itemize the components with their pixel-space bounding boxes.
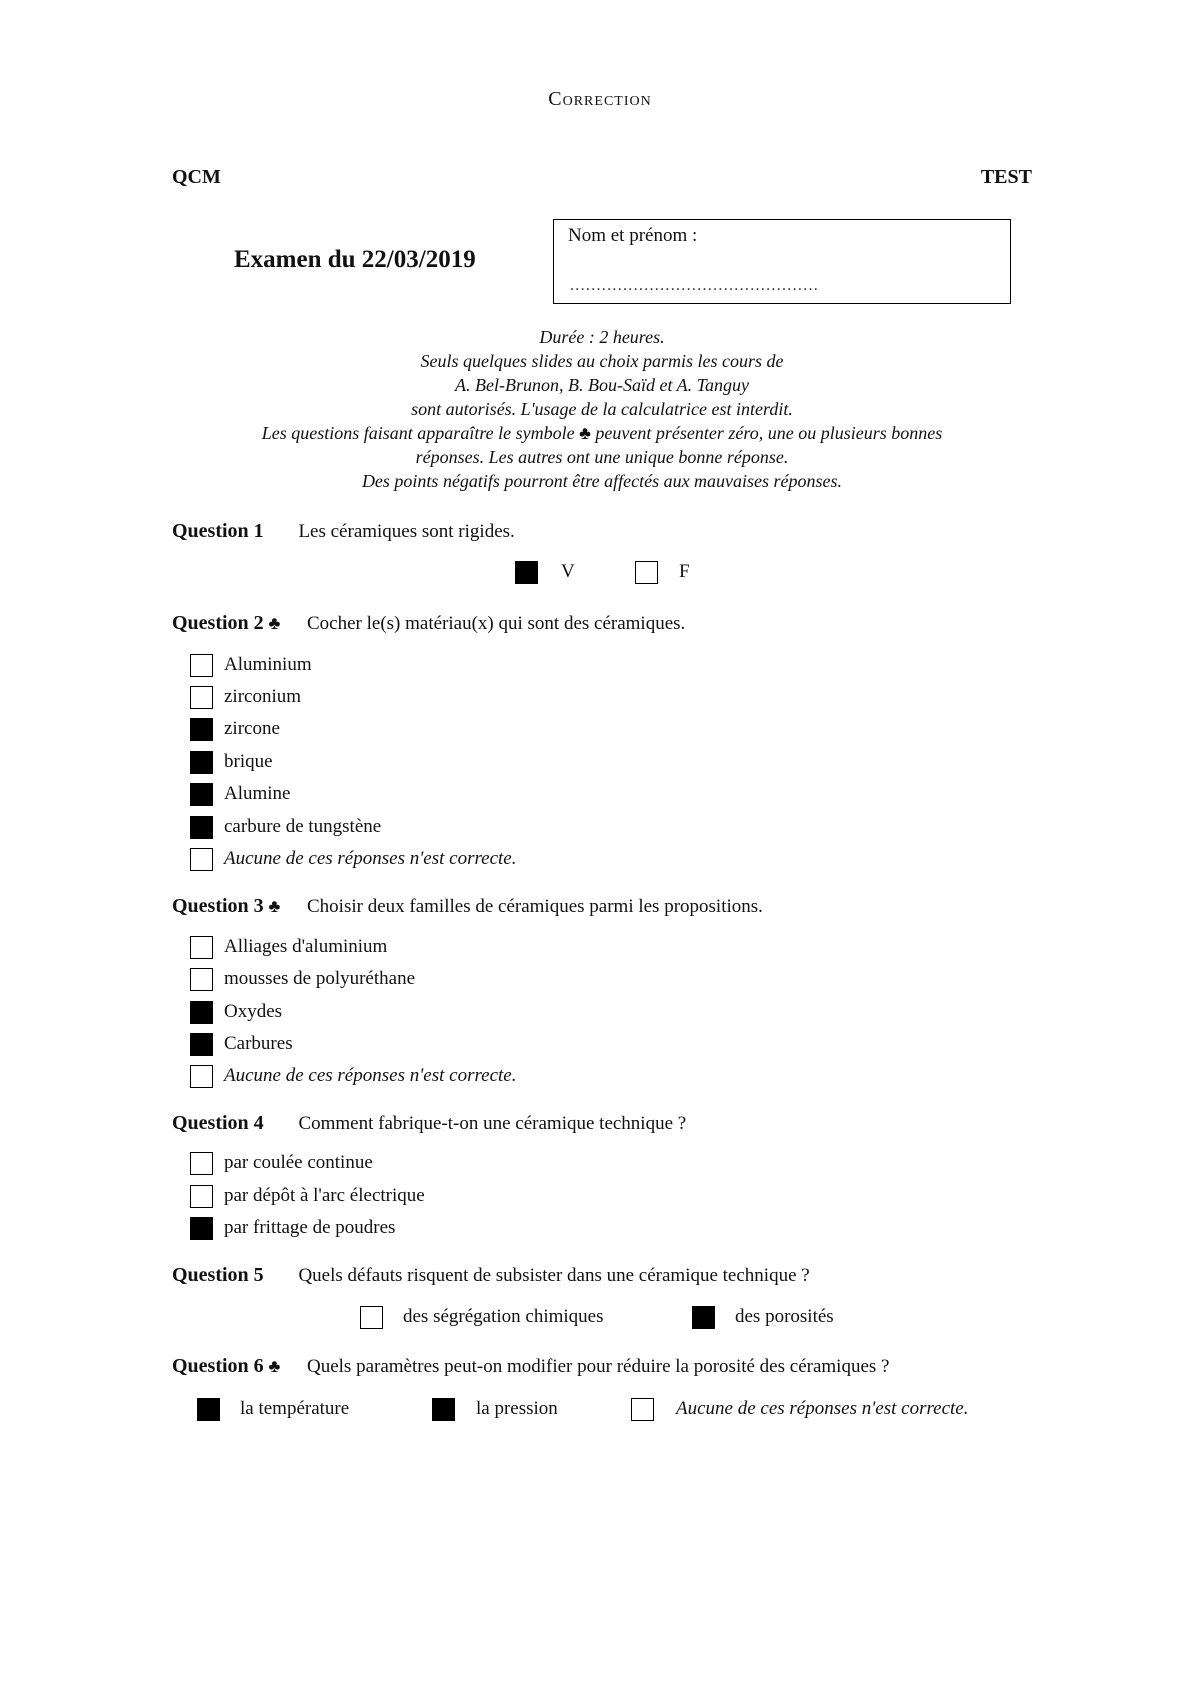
instruction-line: A. Bel-Brunon, B. Bou-Saïd et A. Tanguy (455, 375, 749, 395)
answer-checkbox[interactable] (692, 1306, 715, 1329)
exam-title: Examen du 22/03/2019 (234, 246, 476, 273)
answer-checkbox[interactable] (190, 1152, 213, 1175)
answer-checkbox[interactable] (190, 686, 213, 709)
answer-label: par frittage de poudres (224, 1217, 396, 1238)
question-2-text: Cocher le(s) matériau(x) qui sont des céramiques. (307, 613, 686, 634)
answer-label: la pression (476, 1398, 558, 1419)
answer-label: Oxydes (224, 1001, 283, 1022)
answer-checkbox[interactable] (190, 783, 213, 806)
answer-label: brique (224, 751, 273, 772)
club-symbol: ♣ (268, 896, 281, 916)
answer-label: zircone (224, 718, 280, 739)
question-4-text: Comment fabrique-t-on une céramique technique ? (298, 1113, 687, 1134)
question-6-label: Question 6 (172, 1355, 264, 1377)
question-4-label: Question 4 (172, 1112, 264, 1134)
answer-label: la température (240, 1398, 350, 1419)
instruction-line: réponses. Les autres ont une unique bonne réponse. (415, 447, 789, 467)
answer-label: Aucune de ces réponses n'est correcte. (224, 848, 517, 869)
qcm-label: QCM (172, 166, 221, 188)
answer-checkbox[interactable] (197, 1398, 220, 1421)
answer-checkbox[interactable] (190, 1001, 213, 1024)
answer-label: F (679, 561, 690, 582)
answer-checkbox[interactable] (360, 1306, 383, 1329)
answer-label: Alliages d'aluminium (224, 936, 388, 957)
question-4-header (172, 1112, 686, 1135)
answer-label: Carbures (224, 1033, 293, 1054)
answer-checkbox[interactable] (190, 751, 213, 774)
answer-checkbox[interactable] (515, 561, 538, 584)
question-5-header (172, 1264, 810, 1287)
answer-checkbox[interactable] (631, 1398, 654, 1421)
question-1-label: Question 1 (172, 520, 264, 542)
answer-checkbox[interactable] (190, 1065, 213, 1088)
answer-checkbox[interactable] (190, 936, 213, 959)
question-3-label: Question 3 (172, 895, 264, 917)
answer-checkbox[interactable] (190, 654, 213, 677)
name-box[interactable] (553, 219, 1011, 304)
answer-label: des porosités (735, 1306, 834, 1327)
test-label: TEST (980, 166, 1032, 188)
instruction-line: Les questions faisant apparaître le symbole ♣ peuvent présenter zéro, une ou plusieurs bonnes (261, 423, 943, 443)
answer-label: V (561, 561, 575, 582)
question-3-text: Choisir deux familles de céramiques parmi les propositions. (307, 896, 763, 917)
instruction-line: Seuls quelques slides au choix parmis les cours de (420, 351, 784, 371)
answer-label: par coulée continue (224, 1152, 373, 1173)
question-3-header (172, 895, 763, 918)
answer-checkbox[interactable] (635, 561, 658, 584)
answer-checkbox[interactable] (432, 1398, 455, 1421)
question-1-header (172, 520, 515, 543)
answer-label: zirconium (224, 686, 302, 707)
instructions (172, 325, 1032, 493)
question-2-header (172, 612, 685, 635)
instruction-line: sont autorisés. L'usage de la calculatrice est interdit. (411, 399, 793, 419)
answer-checkbox[interactable] (190, 1033, 213, 1056)
answer-label: carbure de tungstène (224, 816, 382, 837)
instruction-line: Des points négatifs pourront être affectés aux mauvaises réponses. (361, 471, 843, 491)
answer-label: des ségrégation chimiques (403, 1306, 604, 1327)
answer-checkbox[interactable] (190, 1217, 213, 1240)
answer-label: Aluminium (224, 654, 312, 675)
answer-checkbox[interactable] (190, 848, 213, 871)
answer-label: Aucune de ces réponses n'est correcte. (224, 1065, 517, 1086)
answer-checkbox[interactable] (190, 968, 213, 991)
name-label: Nom et prénom : (568, 225, 698, 246)
correction-title: Correction (548, 88, 652, 110)
answer-checkbox[interactable] (190, 816, 213, 839)
question-6-header (172, 1355, 889, 1378)
question-6-text: Quels paramètres peut-on modifier pour réduire la porosité des céramiques ? (307, 1356, 890, 1377)
answer-checkbox[interactable] (190, 1185, 213, 1208)
answer-label: par dépôt à l'arc électrique (224, 1185, 425, 1206)
answer-label: Alumine (224, 783, 291, 804)
club-symbol: ♣ (268, 613, 281, 633)
name-dotted-line: ............................................... (570, 277, 820, 294)
question-2-label: Question 2 (172, 612, 264, 634)
question-5-label: Question 5 (172, 1264, 264, 1286)
question-1-text: Les céramiques sont rigides. (298, 521, 515, 542)
answer-label: mousses de polyuréthane (224, 968, 416, 989)
club-symbol: ♣ (268, 1356, 281, 1376)
question-5-text: Quels défauts risquent de subsister dans une céramique technique ? (298, 1265, 810, 1286)
instruction-line: Durée : 2 heures. (539, 327, 665, 347)
answer-checkbox[interactable] (190, 718, 213, 741)
answer-label: Aucune de ces réponses n'est correcte. (676, 1398, 969, 1419)
